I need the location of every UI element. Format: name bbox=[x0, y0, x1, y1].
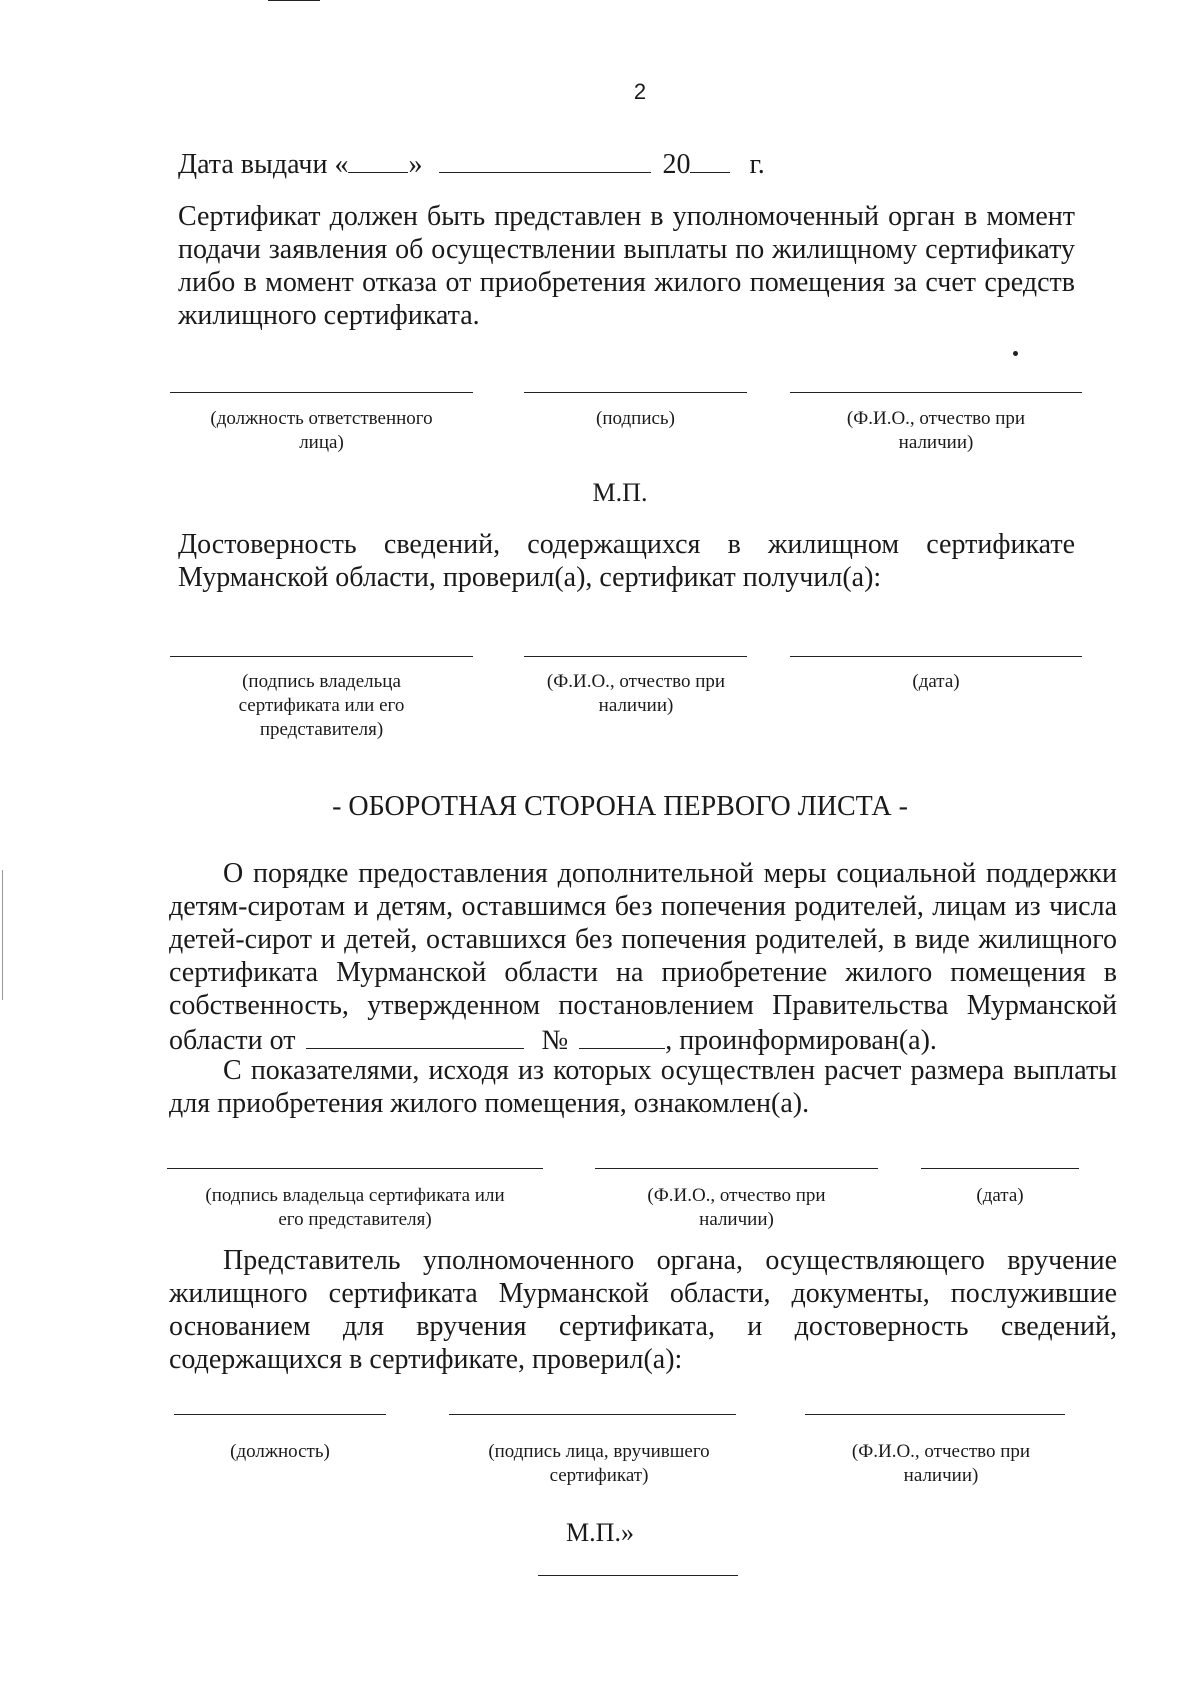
issue-day-blank[interactable] bbox=[348, 146, 408, 173]
paragraph-line: основанием для вручения сертификата, и достоверность сведений, bbox=[169, 1311, 1117, 1342]
issue-month-blank[interactable] bbox=[439, 146, 651, 173]
caption-line: наличии) bbox=[598, 695, 674, 716]
signature-line-owner bbox=[167, 1168, 543, 1169]
issue-year-prefix: 20 bbox=[662, 149, 691, 180]
signature-line-owner bbox=[170, 656, 473, 657]
scan-margin-artifact bbox=[2, 870, 3, 1000]
caption-line: представителя) bbox=[259, 719, 384, 740]
paragraph-line: О порядке предоставления дополнительной меры социальной поддержки bbox=[223, 858, 1117, 889]
caption-position bbox=[174, 1440, 386, 1464]
paragraph-line: детям-сиротам и детям, оставшимся без попечения родителей, лицам из числа bbox=[169, 891, 1117, 922]
caption-line: (должность) bbox=[230, 1441, 330, 1462]
caption-fio bbox=[790, 407, 1082, 455]
paragraph-verification bbox=[178, 528, 1075, 594]
stamp-mp-closing: М.П.» bbox=[566, 1518, 634, 1547]
paragraph-line: жилищного сертификата Мурманской области, документы, послужившие bbox=[169, 1278, 1117, 1309]
paragraph-line: детей-сирот и детей, оставшихся без попечения родителей, в виде жилищного bbox=[169, 924, 1117, 955]
procedure-last-line bbox=[169, 1022, 937, 1057]
caption-line: наличии) bbox=[903, 1465, 979, 1486]
caption-line: (дата) bbox=[976, 1185, 1024, 1206]
issue-date-label: Дата выдачи « bbox=[178, 149, 349, 180]
caption-line: лица) bbox=[299, 432, 344, 453]
procedure-date-label: области от bbox=[169, 1025, 296, 1056]
paragraph-line: Представитель уполномоченного органа, осуществляющего вручение bbox=[223, 1245, 1117, 1276]
page-number: 2 bbox=[633, 79, 647, 104]
caption-date bbox=[790, 670, 1082, 694]
scan-dot bbox=[1013, 351, 1018, 356]
issue-year-blank[interactable] bbox=[690, 146, 730, 173]
reverse-side-heading: - ОБОРОТНАЯ СТОРОНА ПЕРВОГО ЛИСТА - bbox=[332, 791, 908, 822]
signature-line-fio bbox=[790, 392, 1082, 393]
paragraph-certificate-submission bbox=[178, 200, 1075, 332]
caption-line: (подпись владельца bbox=[242, 671, 401, 692]
caption-responsible-position bbox=[170, 407, 473, 455]
caption-line: сертификата или его bbox=[238, 695, 405, 716]
caption-line: сертификат) bbox=[549, 1465, 649, 1486]
signature-line-fio bbox=[805, 1414, 1065, 1415]
signature-line-position bbox=[170, 392, 473, 393]
number-sign: № bbox=[541, 1025, 569, 1056]
caption-line: его представителя) bbox=[278, 1209, 432, 1230]
caption-fio bbox=[512, 670, 760, 718]
paragraph-line: либо в момент отказа от приобретения жилого помещения за счет средств bbox=[178, 267, 1075, 298]
paragraph-line: Сертификат должен быть представлен в уполномоченный орган в момент bbox=[178, 201, 1075, 232]
paragraph-line: Достоверность сведений, содержащихся в жилищном сертификате bbox=[178, 529, 1075, 560]
caption-line: (дата) bbox=[912, 671, 960, 692]
issue-year-suffix: г. bbox=[749, 149, 765, 180]
caption-line: (Ф.И.О., отчество при bbox=[546, 671, 726, 692]
paragraph-line: сертификата Мурманской области на приобретение жилого помещения в bbox=[169, 957, 1117, 988]
paragraph-indicators bbox=[169, 1054, 1117, 1120]
caption-issuer-signature bbox=[449, 1440, 749, 1488]
signature-line-date bbox=[921, 1168, 1079, 1169]
caption-line: (подпись лица, вручившего bbox=[488, 1441, 710, 1462]
resolution-date-blank[interactable] bbox=[306, 1022, 524, 1049]
issue-date-close-quote: » bbox=[408, 149, 423, 180]
paragraph-line: С показателями, исходя из которых осуществлен расчет размера выплаты bbox=[223, 1055, 1117, 1086]
caption-line: (подпись) bbox=[596, 408, 675, 429]
paragraph-line: подачи заявления об осуществлении выплаты по жилищному сертификату bbox=[178, 234, 1075, 265]
paragraph-procedure bbox=[169, 857, 1117, 1022]
caption-owner-signature bbox=[167, 1184, 543, 1232]
signature-line-fio bbox=[595, 1168, 878, 1169]
caption-date bbox=[921, 1184, 1079, 1208]
caption-line: наличии) bbox=[898, 432, 974, 453]
stamp-mp: М.П. bbox=[592, 478, 648, 507]
paragraph-line: для приобретения жилого помещения, ознакомлен(а). bbox=[169, 1088, 810, 1119]
paragraph-line: жилищного сертификата. bbox=[178, 300, 480, 331]
caption-fio bbox=[805, 1440, 1077, 1488]
signature-line-signature bbox=[449, 1414, 736, 1415]
paragraph-representative bbox=[169, 1244, 1117, 1376]
caption-line: наличии) bbox=[699, 1209, 774, 1230]
paragraph-line: Мурманской области, проверил(а), сертификат получил(а): bbox=[178, 562, 882, 593]
caption-line: (Ф.И.О., отчество при bbox=[846, 408, 1026, 429]
signature-line-fio bbox=[524, 656, 747, 657]
caption-line: (должность ответственного bbox=[210, 408, 433, 429]
signature-line-date bbox=[790, 656, 1082, 657]
scan-artifact-line bbox=[268, 0, 320, 1]
caption-line: (Ф.И.О., отчество при bbox=[647, 1185, 826, 1206]
closing-rule bbox=[538, 1575, 738, 1576]
paragraph-line: собственность, утвержденном постановлением Правительства Мурманской bbox=[169, 990, 1117, 1021]
caption-line: (Ф.И.О., отчество при bbox=[851, 1441, 1031, 1462]
resolution-number-blank[interactable] bbox=[579, 1022, 665, 1049]
signature-line-signature bbox=[524, 392, 747, 393]
caption-signature bbox=[524, 407, 747, 431]
paragraph-line: содержащихся в сертификате, проверил(а): bbox=[169, 1344, 683, 1375]
caption-owner-signature bbox=[170, 670, 473, 742]
issue-date-line bbox=[178, 146, 765, 181]
signature-line-position bbox=[174, 1414, 386, 1415]
procedure-informed-text: , проинформирован(а). bbox=[665, 1025, 937, 1056]
caption-fio bbox=[595, 1184, 878, 1232]
caption-line: (подпись владельца сертификата или bbox=[205, 1185, 505, 1206]
